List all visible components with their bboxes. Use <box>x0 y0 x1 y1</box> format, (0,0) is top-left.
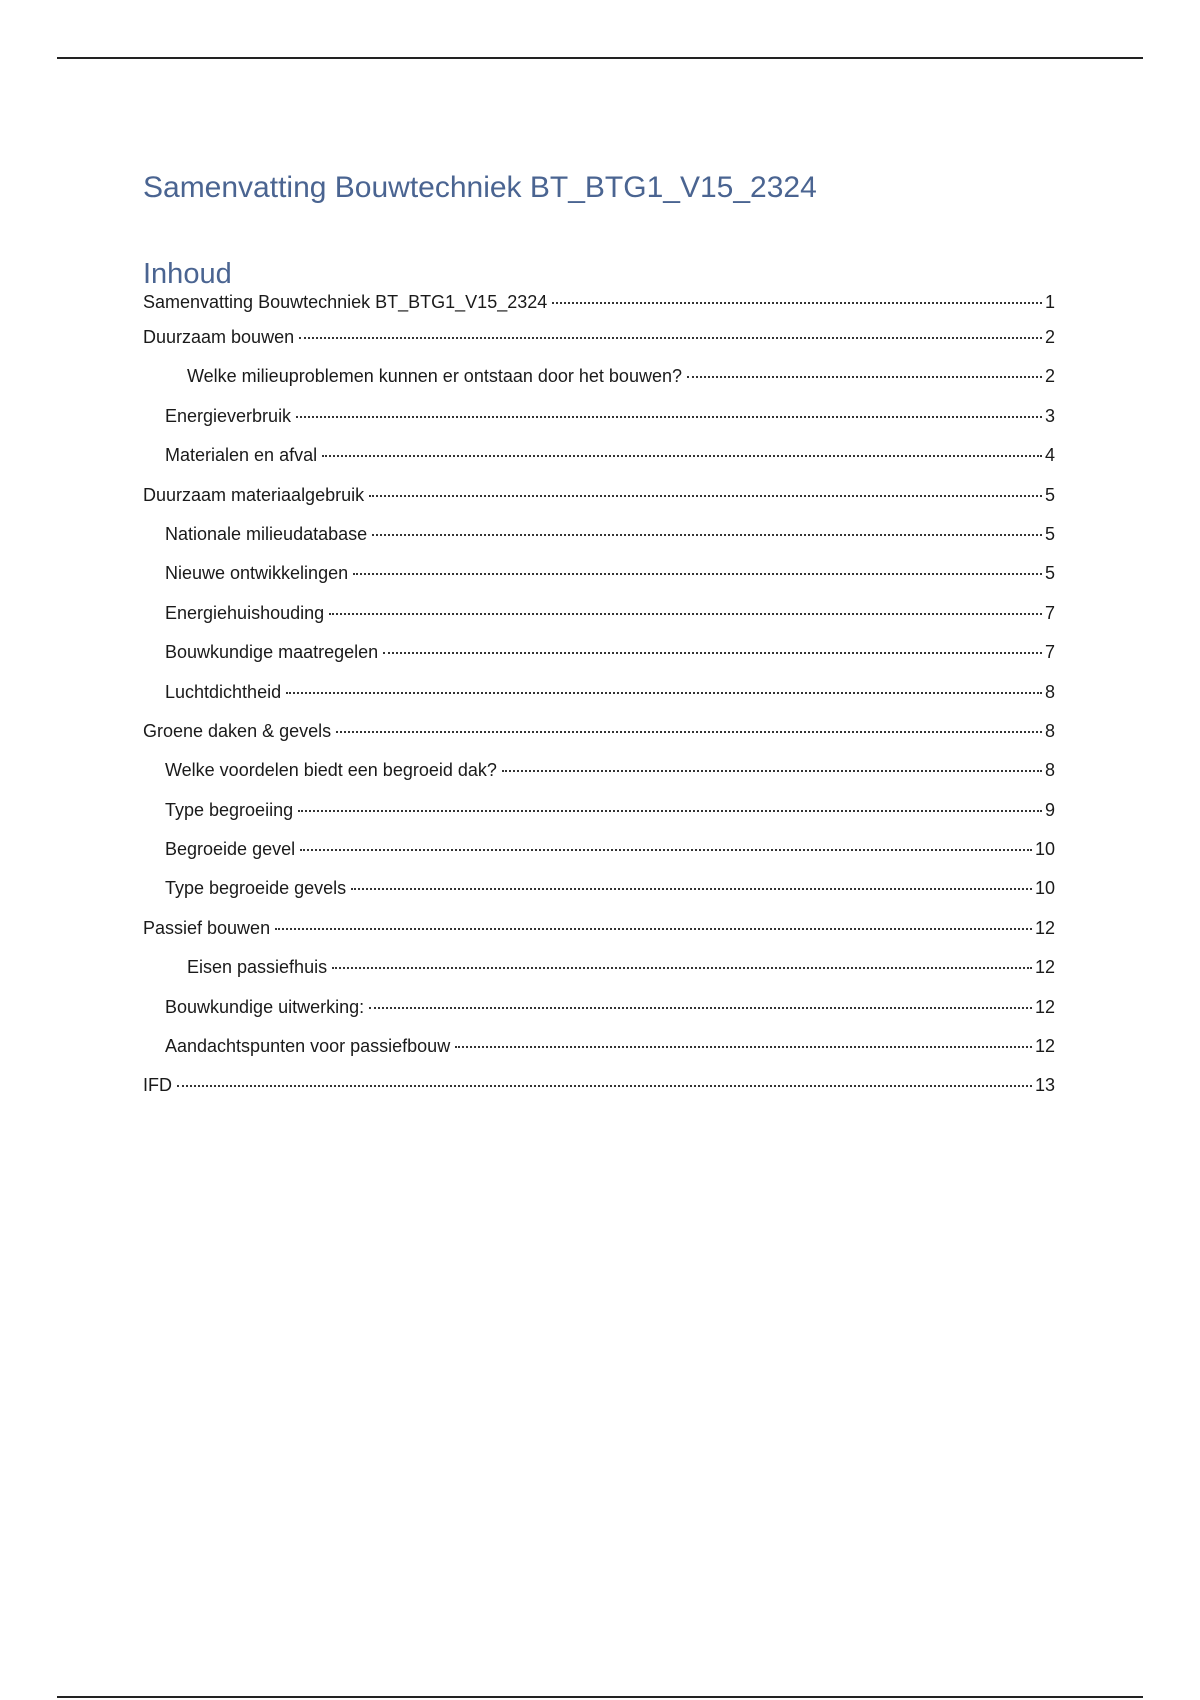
toc-leader <box>177 1085 1032 1087</box>
toc-entry-label: Bouwkundige maatregelen <box>165 642 379 663</box>
toc-entry[interactable] <box>143 1075 1055 1114</box>
toc-entry-page: 13 <box>1034 1075 1055 1096</box>
toc-entry[interactable] <box>143 563 1055 602</box>
toc-entry-page: 4 <box>1044 445 1055 466</box>
toc-entry[interactable] <box>143 957 1055 996</box>
toc-entry[interactable] <box>143 445 1055 484</box>
toc-entry[interactable] <box>143 603 1055 642</box>
toc-entry-label: IFD <box>143 1075 172 1096</box>
toc-entry-label: Materialen en afval <box>165 445 318 466</box>
toc-entry[interactable] <box>143 839 1055 878</box>
toc-entry-label: Begroeide gevel <box>165 839 296 860</box>
toc-entry-label: Luchtdichtheid <box>165 681 282 702</box>
toc-entry-page: 12 <box>1034 917 1055 938</box>
toc-leader <box>383 652 1042 654</box>
header-rule <box>57 57 1143 59</box>
toc-leader <box>332 967 1032 969</box>
toc-entry[interactable] <box>143 997 1055 1036</box>
toc-leader <box>369 495 1042 497</box>
toc-leader <box>687 376 1042 378</box>
toc-entry-page: 8 <box>1044 760 1055 781</box>
toc-entry[interactable] <box>143 918 1055 957</box>
toc-entry-label: Duurzaam bouwen <box>143 327 295 347</box>
toc-entry-label: Nieuwe ontwikkelingen <box>165 563 349 584</box>
toc-entry-page: 12 <box>1034 1036 1055 1057</box>
toc-entry-label: Passief bouwen <box>143 917 271 938</box>
toc-entry[interactable] <box>143 292 1055 327</box>
toc-leader <box>455 1046 1032 1048</box>
toc-entry-label: Samenvatting Bouwtechniek BT_BTG1_V15_2324 <box>143 292 548 312</box>
toc-leader <box>372 534 1042 536</box>
toc-entry-label: Type begroeide gevels <box>165 878 347 899</box>
toc-entry-label: Eisen passiefhuis <box>187 957 328 978</box>
toc-entry-page: 12 <box>1034 957 1055 978</box>
toc-entry-page: 10 <box>1034 878 1055 899</box>
toc-entry-label: Duurzaam materiaalgebruik <box>143 484 365 505</box>
toc-entry-page: 2 <box>1044 327 1055 347</box>
toc-leader <box>353 573 1042 575</box>
toc-entry-label: Nationale milieudatabase <box>165 523 368 544</box>
toc-entry[interactable] <box>143 524 1055 563</box>
toc-leader <box>336 731 1042 733</box>
toc-entry-label: Welke milieuproblemen kunnen er ontstaan door het bouwen? <box>187 366 682 387</box>
toc-entry-label: Bouwkundige uitwerking: <box>165 996 365 1017</box>
toc-entry-page: 8 <box>1044 681 1055 702</box>
toc-entry[interactable] <box>143 327 1055 366</box>
toc-entry-label: Aandachtspunten voor passiefbouw <box>165 1036 451 1057</box>
toc-entry[interactable] <box>143 642 1055 681</box>
toc-entry-page: 5 <box>1044 563 1055 584</box>
toc-leader <box>552 302 1042 304</box>
toc-entry-page: 5 <box>1044 484 1055 505</box>
toc-entry[interactable] <box>143 760 1055 799</box>
toc-entry-page: 5 <box>1044 523 1055 544</box>
toc-entry[interactable] <box>143 366 1055 405</box>
toc-entry-label: Welke voordelen biedt een begroeid dak? <box>165 760 497 781</box>
toc-entry-label: Energieverbruik <box>165 405 292 426</box>
toc-leader <box>502 770 1042 772</box>
table-of-contents <box>143 292 1055 1115</box>
toc-leader <box>299 337 1042 339</box>
footer-rule <box>57 1696 1143 1698</box>
toc-entry[interactable] <box>143 485 1055 524</box>
toc-entry-label: Type begroeiing <box>165 799 294 820</box>
toc-leader <box>322 455 1042 457</box>
toc-leader <box>369 1007 1032 1009</box>
toc-leader <box>298 810 1042 812</box>
toc-entry-page: 12 <box>1034 996 1055 1017</box>
toc-leader <box>351 888 1032 890</box>
toc-leader <box>300 849 1032 851</box>
toc-entry-page: 3 <box>1044 405 1055 426</box>
toc-leader <box>329 613 1042 615</box>
toc-heading: Inhoud <box>143 258 232 290</box>
toc-leader <box>275 928 1032 930</box>
toc-entry-label: Groene daken & gevels <box>143 720 332 741</box>
toc-entry[interactable] <box>143 800 1055 839</box>
toc-entry[interactable] <box>143 721 1055 760</box>
toc-entry[interactable] <box>143 878 1055 917</box>
toc-entry-page: 1 <box>1044 292 1055 312</box>
page-content <box>143 166 1055 1115</box>
toc-entry-label: Energiehuishouding <box>165 602 325 623</box>
toc-entry[interactable] <box>143 1036 1055 1075</box>
toc-entry-page: 10 <box>1034 839 1055 860</box>
toc-entry-page: 9 <box>1044 799 1055 820</box>
toc-entry-page: 7 <box>1044 642 1055 663</box>
document-title: Samenvatting Bouwtechniek BT_BTG1_V15_2324 <box>143 171 817 204</box>
toc-entry-page: 2 <box>1044 366 1055 387</box>
toc-entry[interactable] <box>143 682 1055 721</box>
toc-entry-page: 8 <box>1044 720 1055 741</box>
toc-entry[interactable] <box>143 406 1055 445</box>
toc-leader <box>296 416 1042 418</box>
toc-leader <box>286 692 1042 694</box>
toc-entry-page: 7 <box>1044 602 1055 623</box>
